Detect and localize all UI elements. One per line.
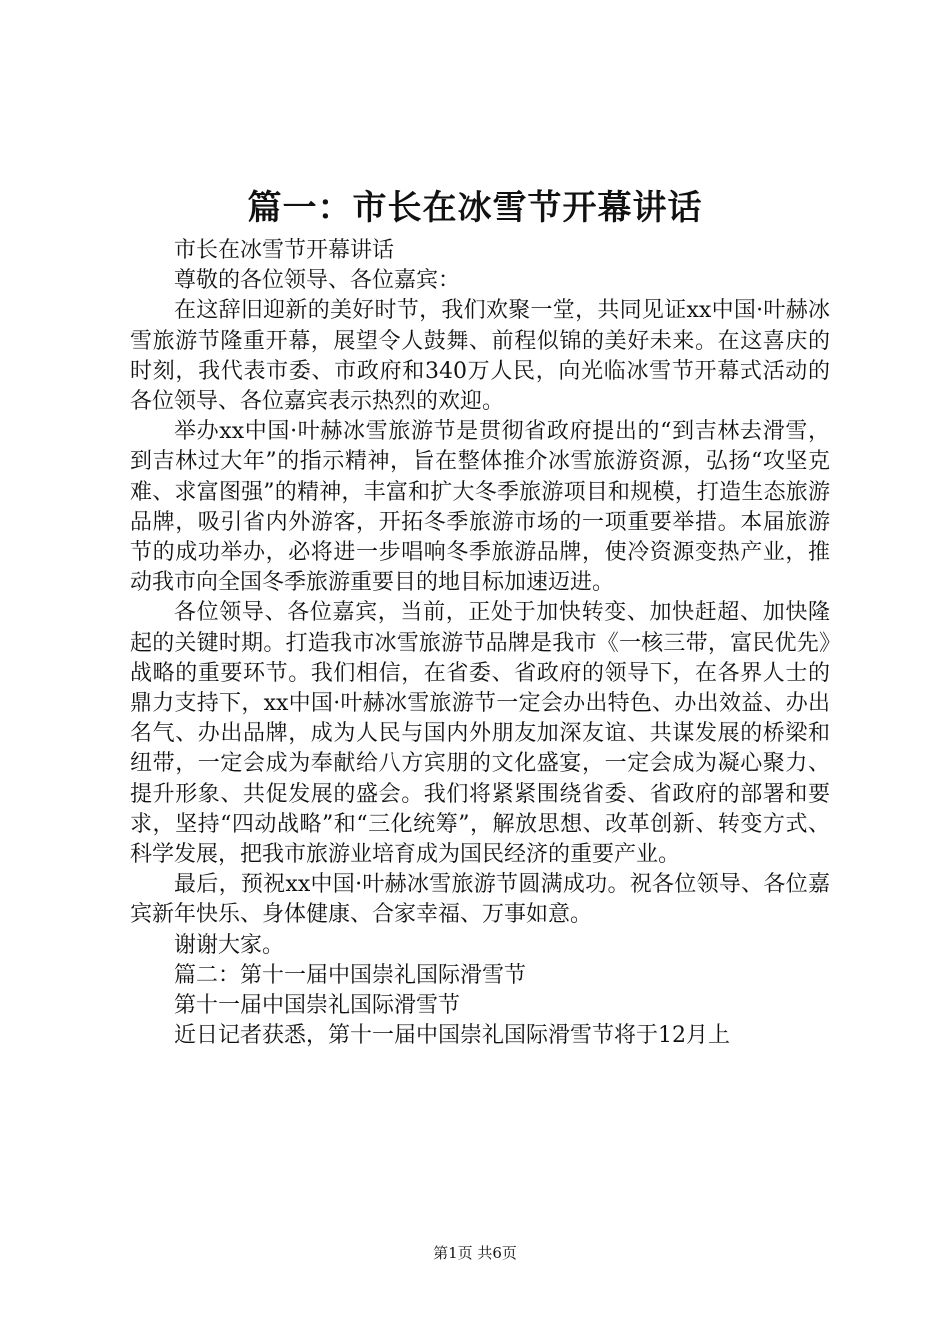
paragraph: 篇二：第十一届中国崇礼国际滑雪节 (174, 962, 527, 988)
paragraph: 最后，预祝xx中国·叶赫冰雪旅游节圆满成功。祝各位领导、各位嘉宾新年快乐、身体健康、合家幸福、万事如意。 (130, 872, 830, 928)
paragraph: 第十一届中国崇礼国际滑雪节 (174, 993, 461, 1019)
paragraph: 举办xx中国·叶赫冰雪旅游节是贯彻省政府提出的“到吉林去滑雪，到吉林过大年”的指示精神，旨在整体推介冰雪旅游资源，弘扬“攻坚克难、求富图强”的精神，丰富和扩大冬季旅游项目和规模，打造生态旅游品牌，吸引省内外游客，开拓冬季旅游市场的一项重要举措。本届旅游节的成功举办，必将进一步唱响冬季旅游品牌，使冷资源变热产业，推动我市向全国冬季旅游重要目的地目标加速迈进。 (130, 419, 830, 596)
document-body (130, 236, 830, 1051)
paragraph: 在这辞旧迎新的美好时节，我们欢聚一堂，共同见证xx中国·叶赫冰雪旅游节隆重开幕，展望令人鼓舞、前程似锦的美好未来。在这喜庆的时刻，我代表市委、市政府和340万人民，向光临冰雪节开幕式活动的各位领导、各位嘉宾表示热烈的欢迎。 (130, 298, 830, 415)
paragraph: 近日记者获悉，第十一届中国崇礼国际滑雪节将于12月上 (174, 1023, 730, 1049)
paragraph: 市长在冰雪节开幕讲话 (174, 238, 395, 263)
page-number-footer: 第1页 共6页 (433, 1244, 517, 1262)
paragraph: 尊敬的各位领导、各位嘉宾： (174, 268, 461, 294)
paragraph: 各位领导、各位嘉宾，当前，正处于加快转变、加快赶超、加快隆起的关键时期。打造我市冰雪旅游节品牌是我市《一核三带，富民优先》战略的重要环节。我们相信，在省委、省政府的领导下，在各界人士的鼎力支持下，xx中国·叶赫冰雪旅游节一定会办出特色、办出效益、办出名气、办出品牌，成为人民与国内外朋友加深友谊、共谋发展的桥梁和纽带，一定会成为奉献给八方宾朋的文化盛宴，一定会成为凝心聚力、提升形象、共促发展的盛会。我们将紧紧围绕省委、省政府的部署和要求，坚持“四动战略”和“三化统筹”，解放思想、改革创新、转变方式、科学发展，把我市旅游业培育成为国民经济的重要产业。 (130, 600, 830, 868)
document-title: 篇一：市长在冰雪节开幕讲话 (247, 188, 703, 228)
paragraph: 谢谢大家。 (174, 932, 285, 958)
